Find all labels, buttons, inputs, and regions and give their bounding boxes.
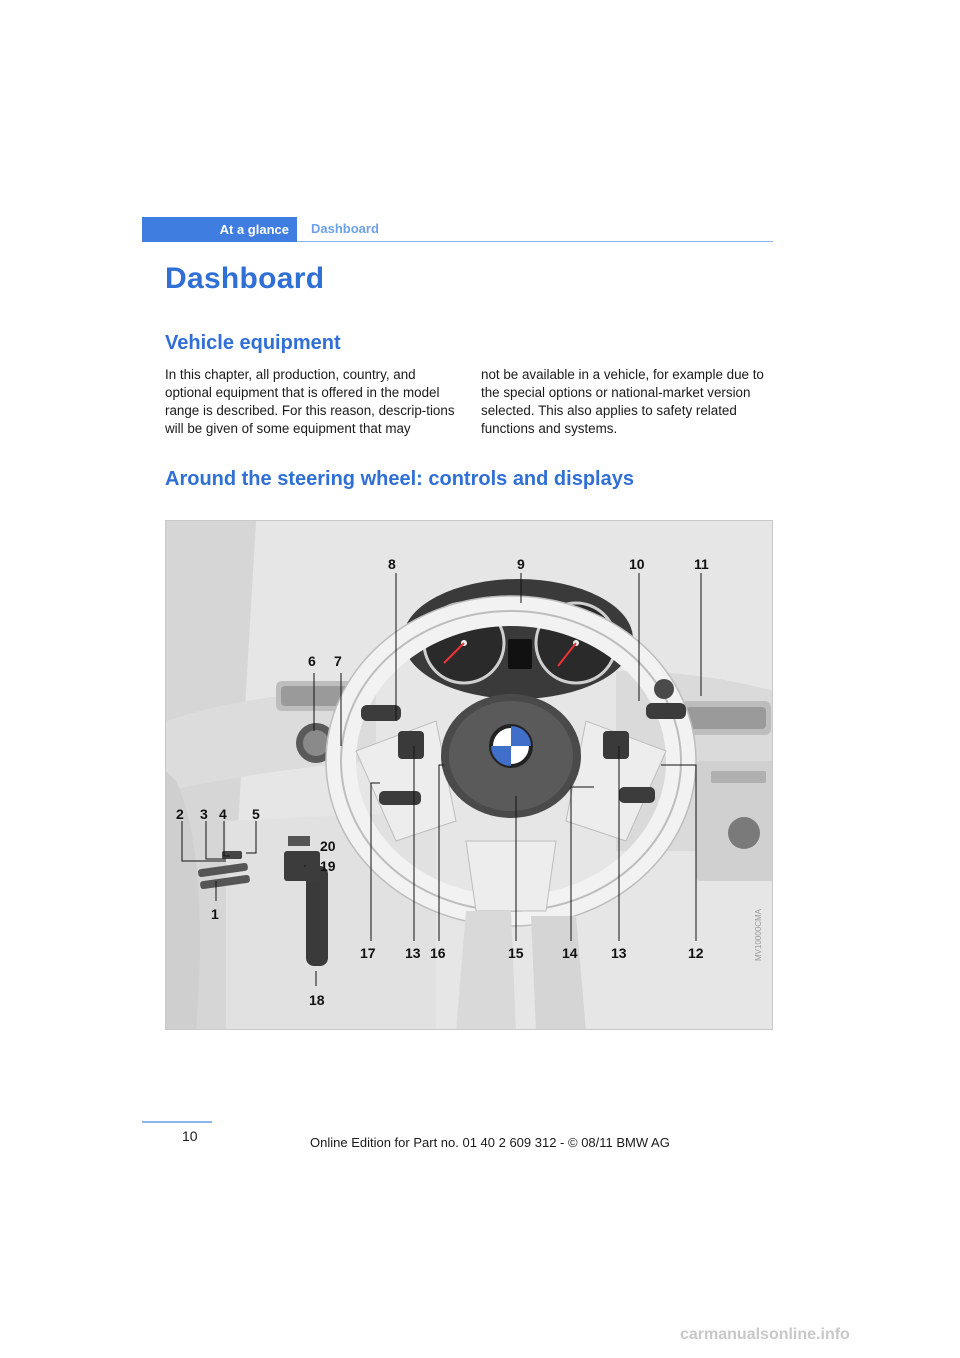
dashboard-illustration xyxy=(166,521,773,1030)
header-section-tab xyxy=(142,217,297,242)
callout-19: 19 xyxy=(320,858,336,874)
callout-8: 8 xyxy=(388,556,396,572)
callout-6: 6 xyxy=(308,653,316,669)
page-title: Dashboard xyxy=(165,262,325,295)
vehicle-equipment-heading: Vehicle equipment xyxy=(165,332,341,354)
callout-12: 12 xyxy=(688,945,704,961)
callout-4: 4 xyxy=(219,806,227,822)
callout-17: 17 xyxy=(360,945,376,961)
header-rule xyxy=(297,241,773,242)
dashboard-figure xyxy=(165,520,773,1030)
header-subsection: Dashboard xyxy=(311,221,379,236)
callout-16: 16 xyxy=(430,945,446,961)
callout-11: 11 xyxy=(694,556,709,572)
figure-code: MV10000CMA xyxy=(754,908,763,961)
footer-rule xyxy=(142,1121,212,1123)
callout-20: 20 xyxy=(320,838,336,854)
callout-5: 5 xyxy=(252,806,260,822)
steering-section-heading: Around the steering wheel: controls and displays xyxy=(165,468,634,490)
callout-15: 15 xyxy=(508,945,524,961)
callout-3: 3 xyxy=(200,806,208,822)
callout-2: 2 xyxy=(176,806,184,822)
page-number: 10 xyxy=(182,1128,198,1144)
callout-9: 9 xyxy=(517,556,525,572)
site-watermark: carmanualsonline.info xyxy=(680,1326,850,1343)
header-section-label: At a glance xyxy=(219,222,289,237)
callout-7: 7 xyxy=(334,653,342,669)
edition-line: Online Edition for Part no. 01 40 2 609 312 - © 08/11 BMW AG xyxy=(310,1135,670,1150)
callout-18: 18 xyxy=(309,992,325,1008)
vehicle-equipment-text-left: In this chapter, all production, country, and optional equipment that is offered in the model range is described. For this reason, descrip-tions will be given of some equipment that may xyxy=(165,367,455,436)
callout-14: 14 xyxy=(562,945,578,961)
callout-13-left: 13 xyxy=(405,945,421,961)
callout-13-right: 13 xyxy=(611,945,627,961)
callout-1: 1 xyxy=(211,906,219,922)
callout-10: 10 xyxy=(629,556,645,572)
vehicle-equipment-text-right: not be available in a vehicle, for example due to the special options or national-market version selected. This also applies to safety related functions and systems. xyxy=(481,367,764,436)
